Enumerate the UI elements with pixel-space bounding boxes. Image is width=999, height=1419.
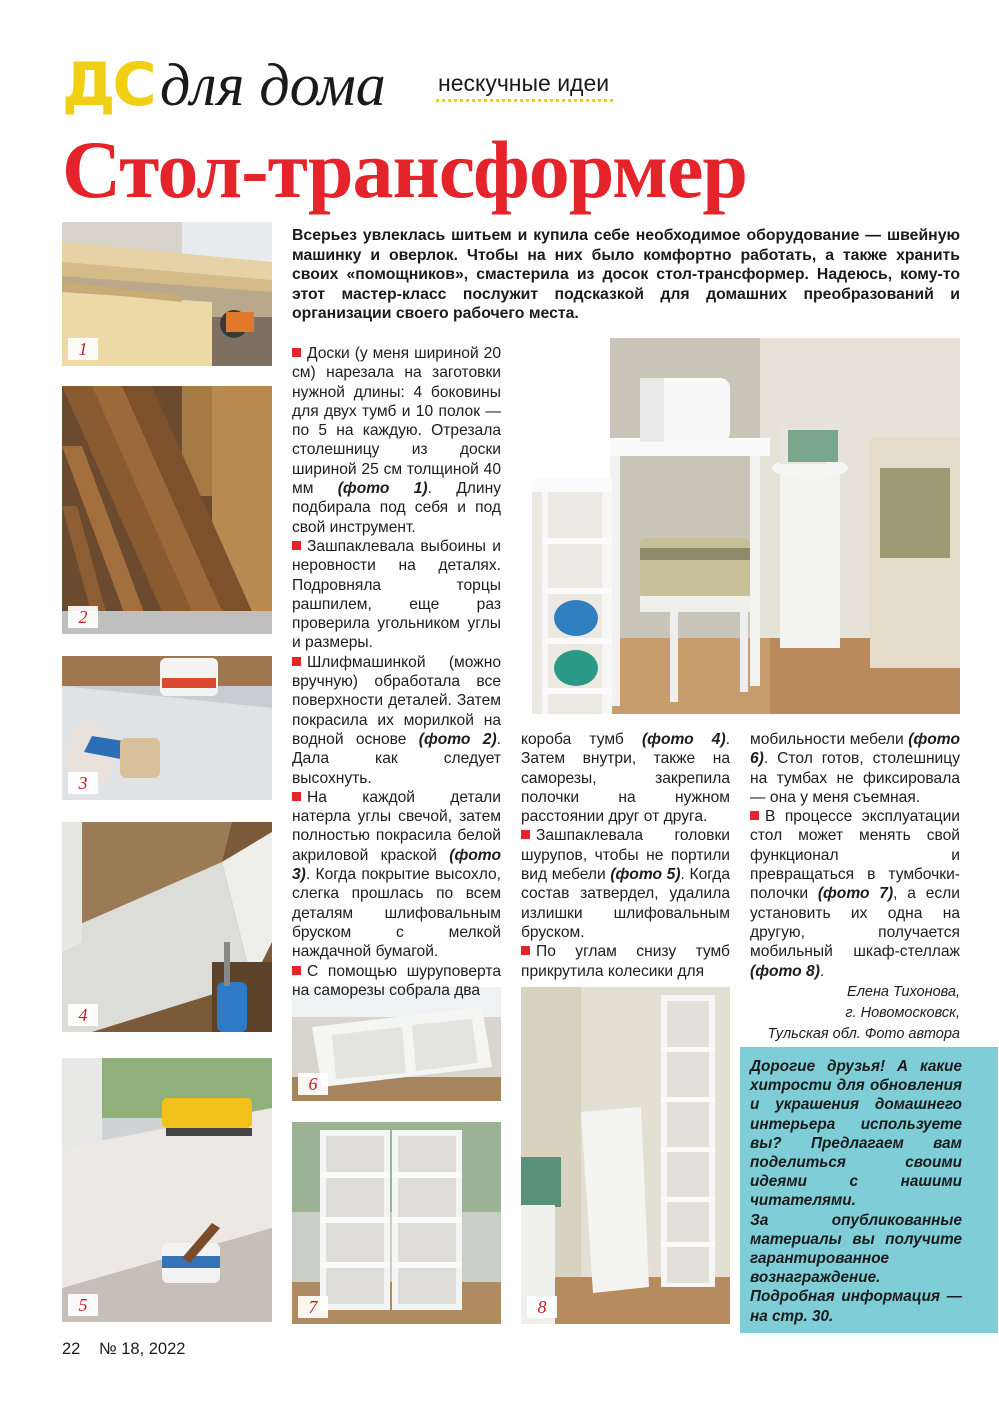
photo-number: 8: [527, 1296, 557, 1318]
photo-1-boards: [62, 222, 272, 366]
bullet-icon: [292, 966, 301, 975]
bullet-icon: [292, 348, 301, 357]
bullet-icon: [750, 811, 759, 820]
bullet-icon: [521, 946, 530, 955]
text-column-3: [750, 730, 960, 981]
paragraph: Шлифмашинкой (можно вручную) обработала все поверхности деталей. Затем покрасила их морилкой на водной основе (фото 2). Дала как следует высохнуть.: [292, 653, 501, 787]
callout-paragraph-2: За опубликованные материалы вы получите гарантированное вознаграждение. Подробная информация — на стр. 30.: [750, 1211, 962, 1325]
photo-8-tall-rack: [521, 987, 730, 1324]
callout-paragraph-1: Дорогие друзья! А какие хитрости для обновления и украшения домашнего интерьера используете вы? Предлагаем вам поделиться своими идеями с нашими читателями.: [750, 1058, 962, 1210]
photo-7-shelves: [292, 1122, 501, 1324]
photo-6-boxes: [292, 987, 501, 1101]
bullet-icon: [292, 792, 301, 801]
photo-2-stained-boards: [62, 386, 272, 634]
article-lead: Всерьез увлеклась шитьем и купила себе необходимое оборудование — швейную машинку и оверлок. Чтобы на них было комфортно работать, а также хранить своих «помощников», смастерила из досок стол-трансформер. Надеюсь, кому-то этот мастер-класс послужит подсказкой для домашних преобразований и организации своего рабочего места.: [292, 227, 960, 323]
photo-number: 1: [68, 338, 98, 360]
photo-number: 2: [68, 606, 98, 628]
page-footer: [62, 1340, 185, 1359]
author-city: г. Новомосковск,: [845, 1005, 960, 1021]
magazine-logo: ДС: [62, 50, 154, 120]
photo-number: 5: [68, 1294, 98, 1316]
paragraph: мобильности мебели (фото 6). Стол готов, столешницу на тумбах не фиксировала — она у меня съемная.: [750, 731, 960, 806]
photo-number: 6: [298, 1073, 328, 1095]
photo-4-box: [62, 822, 272, 1032]
bullet-icon: [292, 541, 301, 550]
paragraph: Зашпаклевала выбоины и неровности на деталях. Подровняла торцы рашпилем, еще раз проверила угольником углы и размеры.: [292, 537, 501, 652]
photo-3-painting: [62, 656, 272, 800]
bullet-icon: [521, 830, 530, 839]
text-column-1: [292, 344, 501, 1000]
rubric-subtitle: нескучные идеи: [436, 70, 613, 102]
reader-callout: [740, 1047, 998, 1333]
paragraph: В процессе эксплуатации стол может менять свой функционал и превращаться в тумбочки-полочки (фото 7), а если установить их одна на другую, получается мобильный шкаф-стеллаж (фото 8).: [750, 808, 960, 980]
paragraph: Доски (у меня шириной 20 см) нарезала на заготовки нужной длины: 4 боковины для двух тумб и 10 полок — по 5 на каждую. Отрезала столешницу из доски шириной 25 см толщиной 40 мм (фото 1). Длину подбирала под себя и под свой инструмент.: [292, 345, 501, 536]
paragraph: На каждой детали натерла углы свечой, затем полностью покрасила белой акриловой краской (фото 3). Когда покрытие высохло, слегка прошлась по всем деталям шлифовальным бруском с мелкой наждачной бумагой.: [292, 788, 501, 961]
issue-number: № 18, 2022: [98, 1340, 186, 1358]
page-number: 22: [62, 1340, 81, 1358]
photo-number: 4: [68, 1004, 98, 1026]
photo-number: 7: [298, 1296, 328, 1318]
paragraph: С помощью шуруповерта на саморезы собрала два: [292, 962, 501, 999]
main-photo-table: [610, 338, 960, 714]
author-credit: [740, 982, 960, 1045]
article-title: Стол-трансформер: [62, 124, 747, 215]
bullet-icon: [292, 657, 301, 666]
rubric-title: для дома: [160, 52, 386, 118]
author-name: Елена Тихонова,: [847, 984, 960, 1000]
paragraph: короба тумб (фото 4). Затем внутри, также на саморезы, закрепила полочки на нужном расстоянии друг от друга.: [521, 731, 730, 826]
paragraph: Зашпаклевала головки шурупов, чтобы не портили вид мебели (фото 5). Когда состав затвердел, удалила излишки шлифовальным бруском.: [521, 827, 730, 941]
main-photo-shelf-part: [532, 478, 612, 714]
photo-5-sanding: [62, 1058, 272, 1322]
photo-number: 3: [68, 772, 98, 794]
callout-text: [750, 1057, 962, 1326]
text-column-2: [521, 730, 730, 981]
author-region: Тульская обл. Фото автора: [767, 1026, 960, 1042]
paragraph: По углам снизу тумб прикрутила колесики для: [521, 943, 730, 980]
